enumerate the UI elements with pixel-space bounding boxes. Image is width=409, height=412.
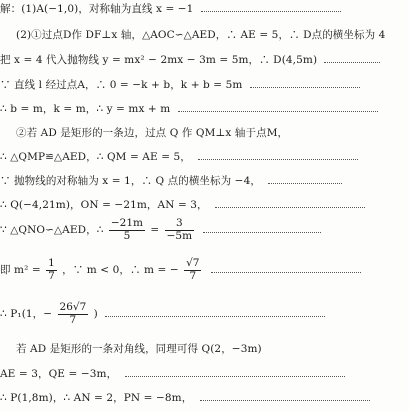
dotted-leader — [200, 400, 370, 401]
dotted-leader — [215, 207, 365, 208]
line-text: ∵ 抛物线的对称轴为 x = 1，∴ Q 点的横坐标为 −4， — [0, 175, 261, 187]
line-text: ∵ △QNO∽△AED，∴ — [0, 223, 104, 236]
dotted-leader — [324, 62, 380, 63]
line-text: 即 m² = — [0, 263, 41, 276]
dotted-leader — [201, 11, 341, 12]
fraction-denominator: 7 — [189, 269, 197, 282]
equals-sign: = — [150, 223, 160, 236]
solution-line-10 — [0, 218, 409, 246]
line-text: 解：(1)A(−1,0)，对称轴为直线 x = −1 — [0, 3, 194, 15]
solution-line-11 — [0, 258, 409, 286]
solution-line-2 — [16, 30, 409, 41]
solution-line-12 — [0, 302, 409, 330]
fraction-denominator: −5m — [166, 229, 193, 242]
line-text: ∵ 直线 l 经过点A，∴ 0 = −k + b，k + b = 5m — [0, 79, 243, 91]
line-text: ②若 AD 是矩形的一条边，过点 Q 作 QM⊥x 轴于点M， — [16, 127, 289, 139]
dotted-leader — [250, 87, 360, 88]
fraction — [109, 218, 145, 242]
solution-line-5 — [0, 104, 409, 115]
fraction-denominator: 7 — [48, 269, 55, 282]
line-text: (2)①过点D作 DF⊥x 轴，△AOC∽△AED，∴ AE = 5，∴ D点的横坐标为 4 — [16, 29, 386, 41]
fraction — [58, 302, 89, 326]
solution-line-15 — [0, 393, 409, 404]
fraction-numerator: −21m — [110, 217, 143, 229]
fraction-numerator: 26√7 — [59, 301, 87, 313]
line-text: ∴ P(1,8m)，∴ AN = 2，PN = −8m， — [0, 392, 193, 404]
line-text: ∴ P₁(1，− — [0, 307, 53, 320]
dotted-leader — [178, 111, 378, 112]
line-text: AE = 3，QE = −3m， — [0, 368, 118, 380]
fraction-numerator: 3 — [165, 218, 194, 231]
solution-line-13 — [16, 344, 409, 355]
solution-line-8 — [0, 176, 409, 187]
line-text: 把 x = 4 代入抛物线 y = mx² − 2mx − 3m = 5m，∴ D(4,5m) — [0, 54, 318, 66]
solution-line-9 — [0, 200, 409, 211]
dotted-leader — [198, 159, 358, 160]
fraction-numerator: 1 — [48, 257, 55, 269]
line-text: ∴ △QMP≌△AED，∴ QM = AE = 5， — [0, 151, 191, 163]
dotted-leader — [211, 272, 361, 273]
solution-line-14 — [0, 369, 409, 380]
fraction — [46, 258, 57, 282]
line-text: ) — [93, 307, 98, 320]
solution-line-3 — [0, 55, 409, 66]
dotted-leader — [125, 376, 345, 377]
dotted-leader — [105, 316, 325, 317]
fraction — [184, 258, 201, 282]
dotted-leader — [203, 232, 321, 233]
solution-line-4 — [0, 80, 409, 91]
line-text: ∴ b = m，k = m，∴ y = mx + m — [0, 103, 171, 115]
dotted-leader — [268, 183, 342, 184]
solution-line-6 — [16, 128, 409, 139]
solution-line-7 — [0, 152, 409, 163]
line-text: 若 AD 是矩形的一条对角线，同理可得 Q(2，−3m) — [16, 343, 262, 355]
fraction-numerator: √7 — [186, 257, 200, 269]
fraction-denominator: 7 — [69, 313, 77, 326]
solution-line-1 — [0, 4, 409, 15]
line-text: ∴ Q(−4,21m)，ON = −21m，AN = 3， — [0, 199, 208, 211]
line-text: ，∵ m < 0，∴ m = − — [62, 263, 179, 276]
fraction-denominator: 5 — [123, 229, 131, 242]
fraction — [165, 218, 194, 242]
